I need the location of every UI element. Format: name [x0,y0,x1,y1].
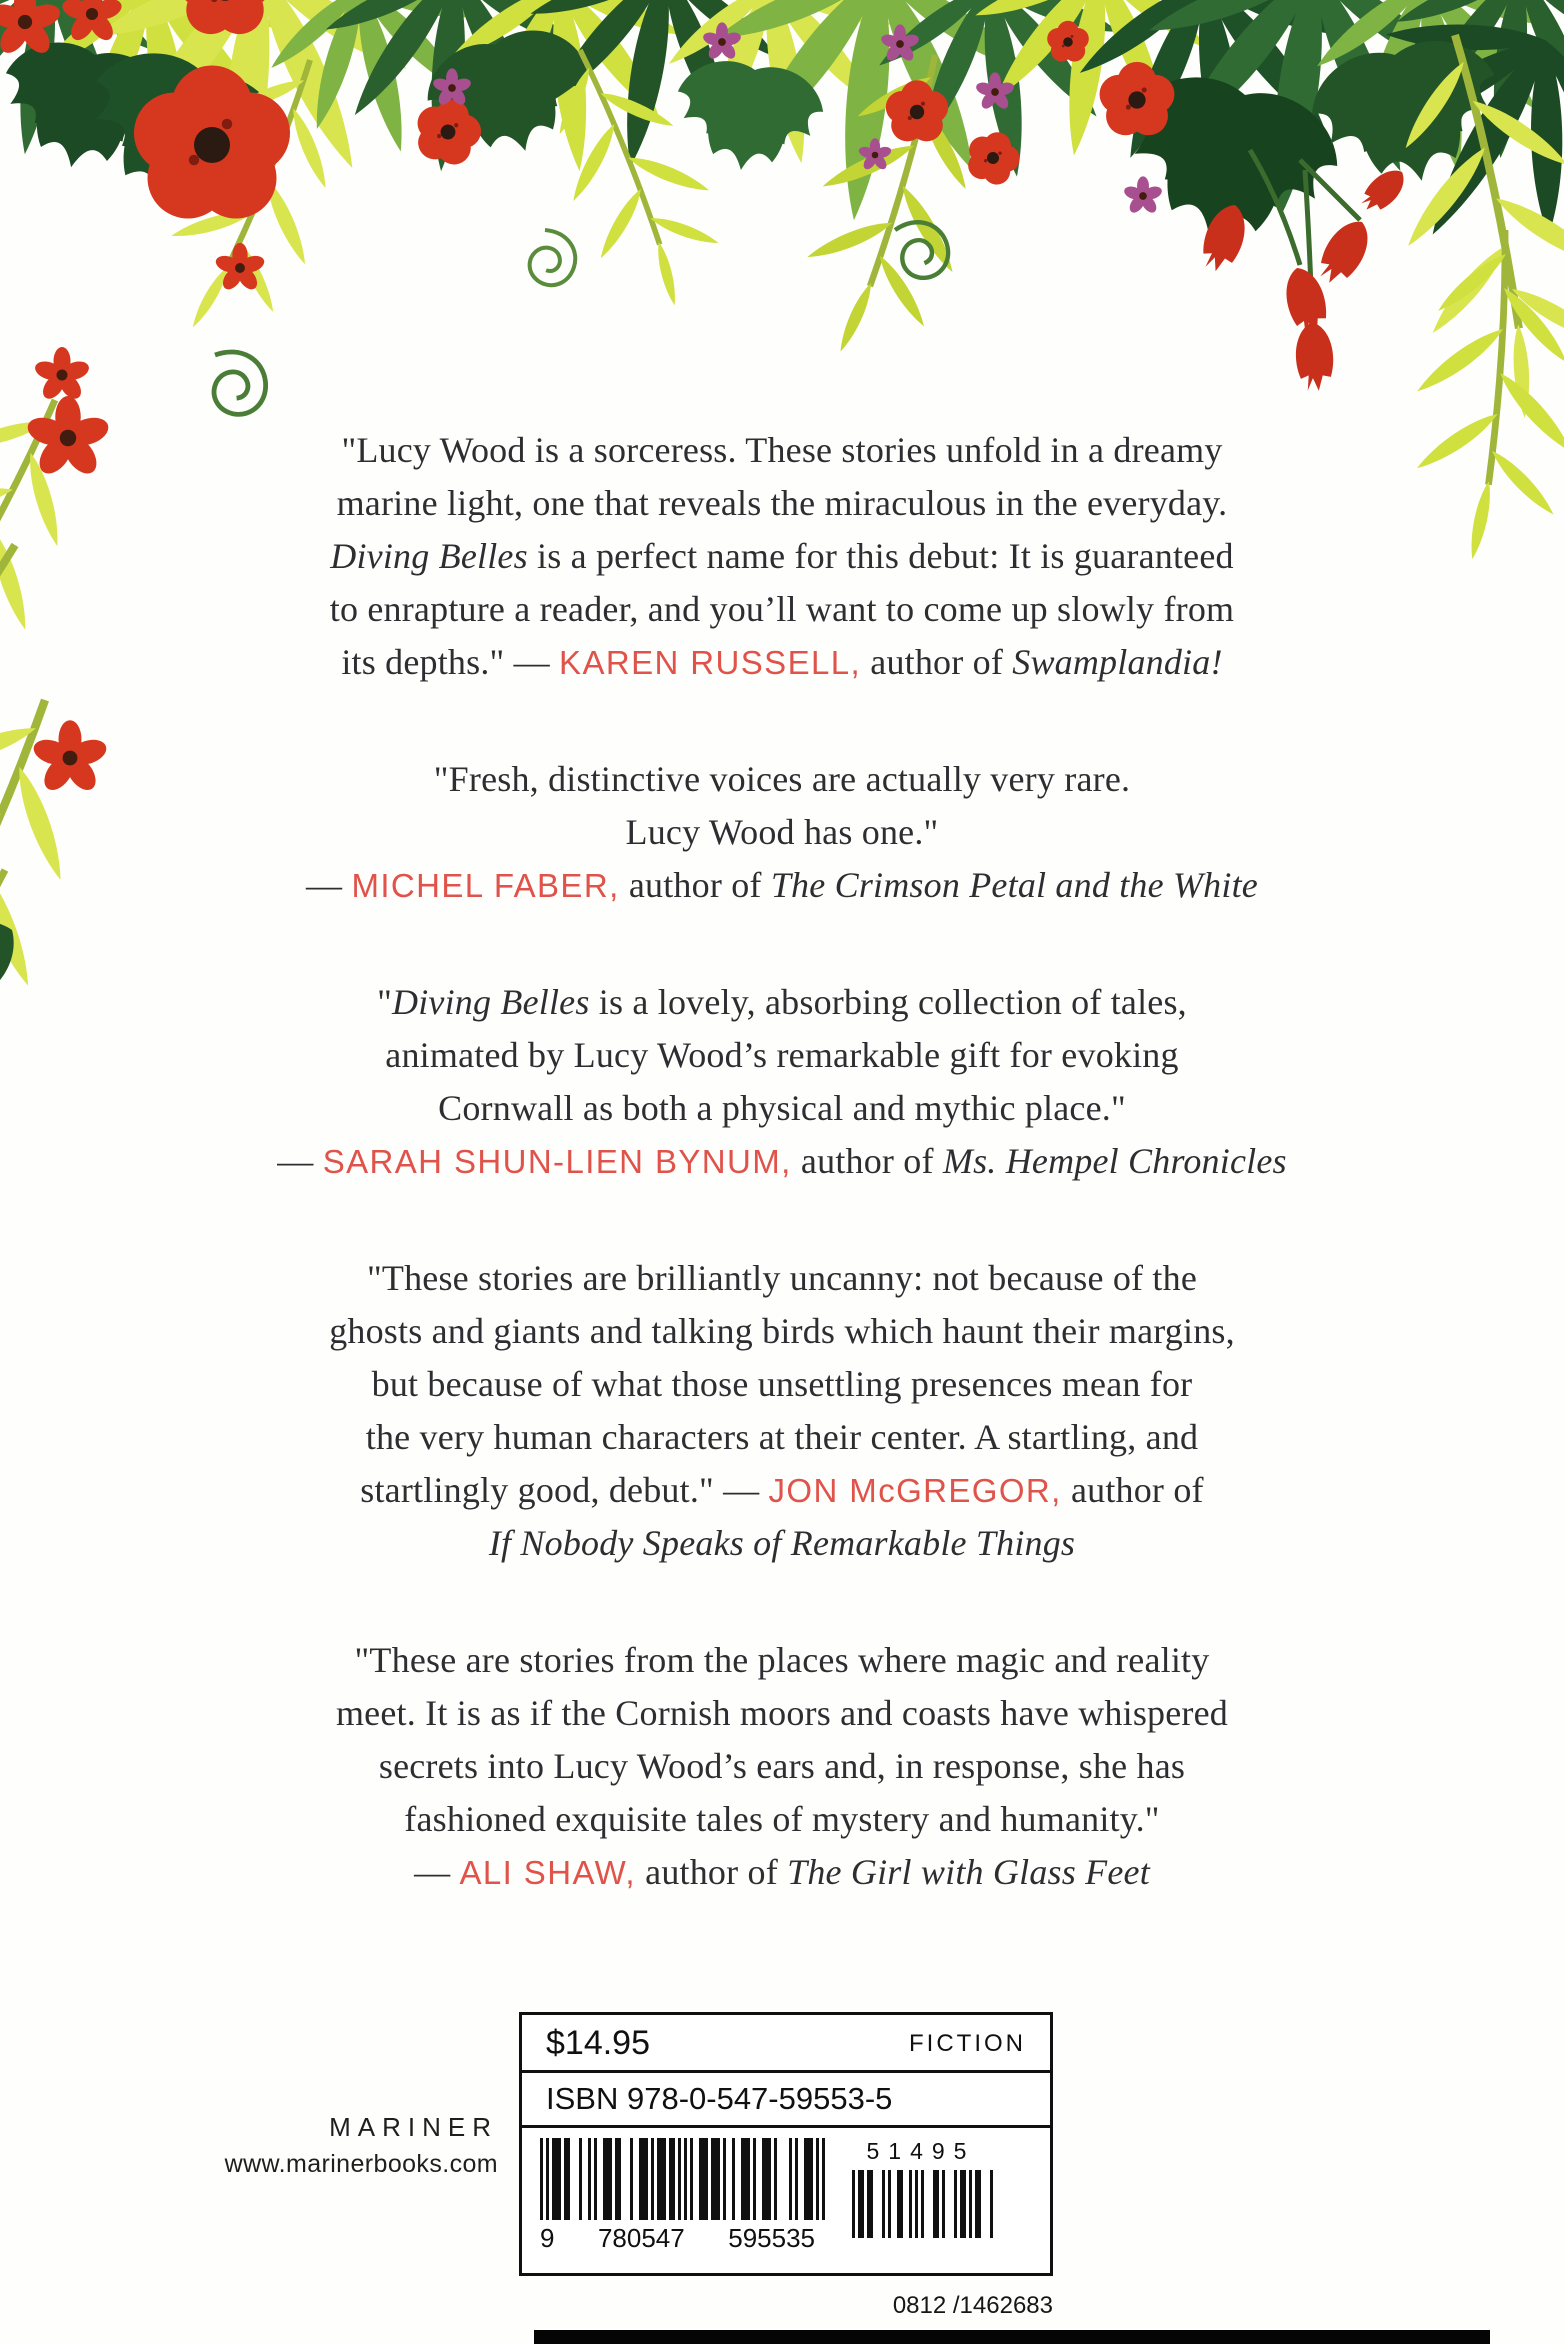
quote-text: author of [619,865,771,905]
quote-sarah-shun-lien-bynum [182,976,1382,1188]
barcode-gap [777,2138,789,2220]
vine-tendril [893,215,953,282]
barcode-area [522,2128,1050,2260]
bell-flower [1196,199,1253,276]
attribution-name: SARAH SHUN-LIEN BYNUM, [322,1143,792,1180]
leaf-sprig [72,0,423,235]
red-flower [31,720,110,795]
bell-flower-bud [1356,162,1412,218]
price-label: $14.95 [546,2024,650,2062]
small-leaf [40,748,92,774]
category-label: FICTION [909,2029,1026,2057]
leaf-frond [0,659,150,1119]
barcode-box-header [522,2015,1050,2070]
isbn-text: ISBN 978-0-547-59553-5 [522,2070,1050,2128]
barcode-bar [552,2138,561,2220]
barcode-gap [873,2170,882,2238]
barcode-bar [603,2138,612,2220]
barcode-bar [990,2170,993,2238]
ean-digit-group: 595535 [728,2223,815,2253]
barcode-bar [711,2138,720,2220]
ivy-leaves [48,4,327,245]
purple-flower [702,22,743,61]
ivy-leaves [398,0,616,177]
leaf-sprig [1119,0,1478,240]
red-flower [0,0,63,58]
flower-stems [1250,150,1360,318]
leaf-sprig [1063,0,1377,218]
barcode-gap [570,2138,579,2220]
addon-bars [849,2170,993,2238]
bell-flower [1294,321,1336,392]
vine-tendril [523,227,584,292]
publisher-block [120,2112,498,2179]
quote-text: is a lovely, absorbing collection of tales, animated by Lucy Wood’s remarkable gift for evoking Cornwall as both a physical and mythic place." — [277,982,1187,1181]
poppy-flower-large [134,66,290,219]
printer-code: 0812 /1462683 [892,2292,1053,2319]
barcode-gap [945,2170,954,2238]
red-flower [33,347,92,403]
leaf-sprig [1299,0,1564,194]
leaf-sprig [864,0,1142,194]
quote-jon-mcgregor [182,1252,1382,1570]
ean-digits [540,2223,825,2254]
small-leaf [38,425,87,458]
ean-digit-group: 9 [540,2223,555,2253]
ivy-leaves [0,8,196,188]
scan-edge-strip [534,2330,1490,2344]
addon-digits: 51495 [866,2138,976,2164]
poppy-flower [178,0,272,34]
leaf-frond [771,33,1020,379]
quote-text: author of [635,1852,788,1892]
leaf-sprig [311,0,585,180]
ivy-leaves [1282,2,1529,204]
attribution-name: KAREN RUSSELL, [559,644,862,681]
leaf-sprig [0,0,168,171]
quote-michel-faber [182,753,1382,912]
red-flower [60,0,124,44]
barcode-gap [981,2170,990,2238]
attribution-name: ALI SHAW, [459,1854,636,1891]
vine-tendril [214,352,266,414]
poppy-flower [1100,62,1175,135]
red-flower [214,243,267,293]
purple-flower [880,24,921,63]
quote-text: "These are stories from the places where magic and reality meet. It is as if the Cornish moors and coasts have whispered secrets into Lucy Wood’s ears and, in response, she has fashioned exquisite tales of mystery and humanity." — [335,1640,1228,1892]
leaf-frond [130,33,386,361]
leaf-frond [1367,16,1564,435]
leaf-frond [0,362,137,734]
ivy-leaves [656,34,844,182]
quote-text: is a perfect name for this debut: It is guaranteed to enrapture a reader, and you’ll want to come up slowly from its depths." — [329,536,1235,682]
quote-text: author of [1061,1470,1204,1510]
publisher-website: www.marinerbooks.com [224,2150,498,2178]
ean-barcode [540,2138,825,2254]
barcode-gap [924,2170,933,2238]
attribution-name: MICHEL FABER, [351,867,620,904]
book-title: The Girl with Glass Feet [787,1852,1150,1892]
quote-ali-shaw [182,1634,1382,1899]
poppy-flower [1047,21,1089,62]
leaf-frond [0,490,103,921]
purple-flower [432,68,473,107]
poppy-flower [409,92,488,170]
barcode-bar [699,2138,708,2220]
ivy-leaf [0,900,33,1014]
attribution-name: JON McGREGOR, [768,1472,1062,1509]
leaf-sprig [1306,0,1564,308]
leaf-sprig [1379,0,1564,171]
publisher-imprint: MARINER [329,2112,498,2142]
barcode-bar [804,2138,813,2220]
leaf-sprig [24,0,308,197]
purple-flower [857,138,892,171]
book-title: If Nobody Speaks of Remarkable Things [488,1523,1076,1563]
quote-text: " [377,982,393,1022]
bell-flower [1279,263,1333,339]
poppy-flower [886,80,948,141]
barcode-gap [621,2138,630,2220]
barcode-bar [762,2138,771,2220]
leaf-sprig [502,0,795,189]
book-title: Ms. Hempel Chronicles [942,1141,1287,1181]
barcode-box [519,2012,1053,2276]
book-title: The Crimson Petal and the White [770,865,1258,905]
ivy-leaves [1088,30,1375,268]
leaf-sprig [438,0,701,184]
book-title: Swamplandia! [1012,642,1223,682]
barcode-bar [657,2138,666,2220]
book-title: Diving Belles [330,536,528,576]
barcode-bar [741,2138,750,2220]
bell-flower [1311,213,1378,291]
red-flower [24,396,112,479]
quote-text: "Lucy Wood is a sorceress. These stories unfold in a dreamy marine light, one that reveals the miraculous in the everyday. [336,430,1228,523]
poppy-flower [960,124,1026,190]
leaf-frond [0,825,88,1217]
barcode-bar [639,2138,648,2220]
quote-text: "These stories are brilliantly uncanny: not because of the ghosts and giants and talking birds which haunt their margins, but because of what those unsettling presences mean for the very human characters at their center. A startling, and startlingly good, debut." — [329,1258,1235,1510]
leaf-sprig [692,0,1043,237]
ean-bars [540,2138,825,2220]
leaf-sprig [652,0,917,184]
purple-flower [1123,176,1164,215]
purple-flower [975,72,1016,111]
book-title: Diving Belles [392,982,590,1022]
ean-digit-group: 780547 [597,2223,685,2253]
review-quotes [182,424,1382,1963]
quote-text: "Fresh, distinctive voices are actually very rare. Lucy Wood has one." — [306,759,1131,905]
quote-text: author of [791,1141,943,1181]
quote-text: author of [861,642,1013,682]
leaf-sprig [251,0,507,178]
leaf-frond [1395,222,1564,569]
barcode-bar [822,2138,825,2220]
quote-karen-russell [182,424,1382,689]
leaf-sprig [953,0,1222,172]
leaf-frond [521,23,746,328]
left-foliage [0,362,150,1217]
bell-flowers [1196,150,1412,392]
addon-barcode [849,2138,993,2238]
